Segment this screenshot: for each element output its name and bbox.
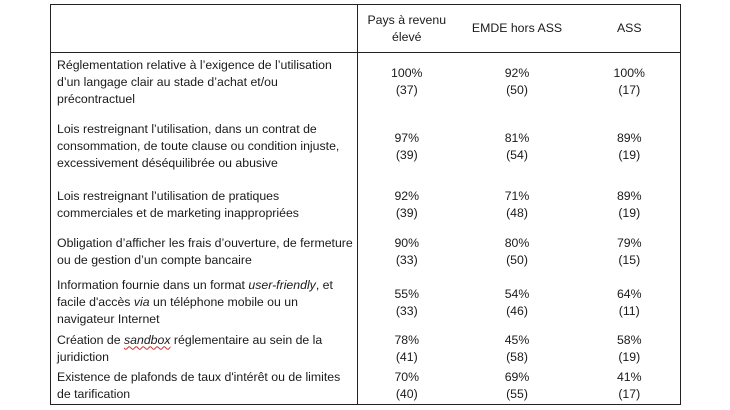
count-value: (37) xyxy=(395,83,418,98)
percentage-value: 55% xyxy=(394,286,420,301)
description-text-part: Réglementation relative à l’exigence de l’utilisation d’un langage clair au stade d’achat et/ou précontractuel xyxy=(57,57,332,106)
description-text-part: user-friendly xyxy=(248,278,316,292)
percentage-value: 54% xyxy=(504,286,530,301)
count-value: (41) xyxy=(395,349,418,364)
percentage-value: 45% xyxy=(504,332,530,347)
count-value: (48) xyxy=(506,206,528,220)
percentage-value: 89% xyxy=(616,130,642,145)
description-text-part: Lois restreignant l’utilisation de pratiques commerciales et de marketing inappropriées xyxy=(57,189,299,220)
count-value: (33) xyxy=(395,253,418,267)
value-cell-high-income xyxy=(358,53,456,112)
table-row xyxy=(51,276,681,330)
table-row xyxy=(51,368,681,405)
value-cell-high-income xyxy=(358,330,456,368)
table-row xyxy=(51,182,681,229)
value-cell-ssa xyxy=(579,112,681,182)
percentage-value: 100% xyxy=(391,66,423,81)
header-row xyxy=(51,5,681,53)
row-description xyxy=(51,112,358,182)
value-cell-ssa xyxy=(579,53,681,112)
percentage-value: 92% xyxy=(394,189,420,203)
value-cell-high-income xyxy=(358,368,456,405)
count-value: (19) xyxy=(618,147,641,162)
count-value: (55) xyxy=(506,386,528,401)
value-cell-emde-excl-ssa xyxy=(456,182,579,229)
description-text-part: Création de xyxy=(57,332,124,347)
percentage-value: 80% xyxy=(504,236,530,250)
count-value: (46) xyxy=(506,303,528,318)
header-emde-excl-ssa: EMDE hors ASS xyxy=(456,5,579,53)
percentage-value: 100% xyxy=(613,66,645,81)
row-description xyxy=(51,330,358,368)
value-cell-emde-excl-ssa xyxy=(456,368,579,405)
count-value: (40) xyxy=(395,386,418,401)
percentage-value: 92% xyxy=(504,66,530,81)
percentage-value: 71% xyxy=(504,189,530,203)
count-value: (58) xyxy=(506,349,528,364)
value-cell-ssa xyxy=(579,182,681,229)
description-text-part: , et facile d'accès xyxy=(57,278,333,309)
table-row xyxy=(51,330,681,368)
count-value: (50) xyxy=(506,83,528,98)
description-text-part: sandbox xyxy=(124,332,171,347)
count-value: (15) xyxy=(618,253,641,267)
value-cell-ssa xyxy=(579,229,681,276)
percentage-value: 70% xyxy=(394,369,420,384)
percentage-value: 89% xyxy=(616,189,642,203)
value-cell-high-income xyxy=(358,229,456,276)
value-cell-high-income xyxy=(358,276,456,330)
percentage-value: 58% xyxy=(616,332,642,347)
row-description xyxy=(51,229,358,276)
description-text-part: Existence de plafonds de taux d'intérêt ou de limites de tarification xyxy=(57,369,341,401)
row-description xyxy=(51,182,358,229)
percentage-value: 41% xyxy=(616,369,642,384)
description-text-part: réglementaire au sein de la juridiction xyxy=(57,332,323,364)
percentage-value: 97% xyxy=(394,130,420,145)
percentage-value: 64% xyxy=(616,286,642,301)
value-cell-ssa xyxy=(579,276,681,330)
value-cell-emde-excl-ssa xyxy=(456,53,579,112)
description-text-part: Lois restreignant l’utilisation, dans un contrat de consommation, de toute clause ou condition injuste, excessivement déséquilibrée ou abusive xyxy=(57,122,340,170)
table-row xyxy=(51,112,681,182)
description-text-part: Obligation d’afficher les frais d’ouverture, de fermeture ou de gestion d’un compte bancaire xyxy=(57,236,353,267)
row-description xyxy=(51,53,358,112)
row-description xyxy=(51,368,358,405)
percentage-value: 79% xyxy=(616,236,642,250)
value-cell-emde-excl-ssa xyxy=(456,112,579,182)
percentage-value: 69% xyxy=(504,369,530,384)
count-value: (39) xyxy=(395,147,418,162)
count-value: (50) xyxy=(506,253,528,267)
value-cell-ssa xyxy=(579,368,681,405)
value-cell-ssa xyxy=(579,330,681,368)
value-cell-high-income xyxy=(358,182,456,229)
percentage-value: 90% xyxy=(394,236,420,250)
header-empty-cell xyxy=(51,5,358,53)
description-text-part: Information fournie dans un format xyxy=(57,278,249,292)
count-value: (33) xyxy=(395,303,418,318)
percentage-value: 81% xyxy=(504,130,530,145)
count-value: (17) xyxy=(618,386,641,401)
count-value: (19) xyxy=(618,206,641,220)
table-row xyxy=(51,229,681,276)
policy-comparison-table xyxy=(50,4,681,405)
table-row xyxy=(51,53,681,112)
count-value: (54) xyxy=(506,147,528,162)
percentage-value: 78% xyxy=(394,332,420,347)
description-text-part: via xyxy=(133,295,150,309)
value-cell-high-income xyxy=(358,112,456,182)
count-value: (11) xyxy=(618,303,640,318)
value-cell-emde-excl-ssa xyxy=(456,330,579,368)
count-value: (19) xyxy=(618,349,641,364)
description-text-part: un téléphone mobile ou un navigateur Internet xyxy=(57,295,298,326)
header-ssa: ASS xyxy=(579,5,681,53)
count-value: (39) xyxy=(395,206,418,220)
header-high-income: Pays à revenu élevé xyxy=(358,5,456,53)
count-value: (17) xyxy=(618,83,641,98)
table-body xyxy=(51,53,681,405)
value-cell-emde-excl-ssa xyxy=(456,276,579,330)
row-description xyxy=(51,276,358,330)
value-cell-emde-excl-ssa xyxy=(456,229,579,276)
